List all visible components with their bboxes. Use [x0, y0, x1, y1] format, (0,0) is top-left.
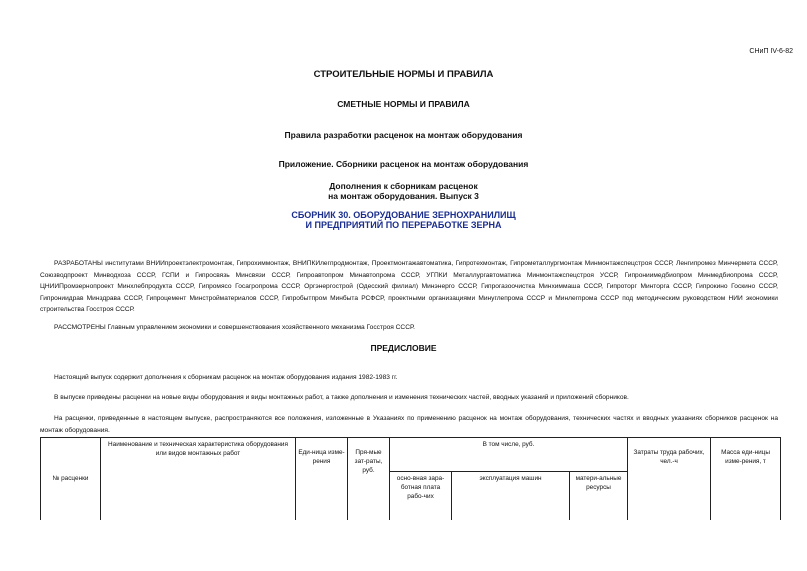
title-estimate-norms: СМЕТНЫЕ НОРМЫ И ПРАВИЛА — [337, 99, 470, 109]
preface-text-1: Настоящий выпуск содержит дополнения к сборникам расценок на монтаж оборудования издания 1982-1983 гг. — [54, 374, 398, 381]
header-direct-costs: Пря-мые зат-раты, руб. — [348, 438, 390, 520]
header-basic-wage: осно-вная зара-ботная плата рабо-чих — [390, 472, 452, 520]
header-including: В том числе, руб. — [390, 438, 628, 472]
title-collection-line1: СБОРНИК 30. ОБОРУДОВАНИЕ ЗЕРНОХРАНИЛИЩ — [291, 210, 516, 220]
title-building-norms: СТРОИТЕЛЬНЫЕ НОРМЫ И ПРАВИЛА — [313, 69, 494, 80]
preface-paragraph-1 — [40, 372, 778, 384]
rates-table-header — [40, 437, 781, 520]
title-collection — [0, 210, 807, 230]
title-rules: Правила разработки расценок на монтаж оборудования — [284, 130, 523, 140]
title-collection-line2: И ПРЕДПРИЯТИЙ ПО ПЕРЕРАБОТКЕ ЗЕРНА — [305, 220, 502, 230]
header-materials: матери-альные ресурсы — [570, 472, 628, 520]
header-mass: Масса еди-ницы изме-рения, т — [711, 438, 781, 520]
title-additions — [0, 181, 807, 201]
developed-paragraph — [40, 258, 778, 316]
document-code: СНиП IV-6-82 — [749, 48, 793, 55]
title-additions-line2: на монтаж оборудования. Выпуск 3 — [328, 191, 479, 201]
header-unit: Еди-ница изме-рения — [296, 438, 348, 520]
preface-text-3: На расценки, приведенные в настоящем выпуске, распространяются все положения, изложенные в Указаниях по применению расценок на монтаж оборудования, технических частях и вводных указаниях сборников расценок на монтаж оборудования. — [40, 415, 778, 434]
reviewed-text: РАССМОТРЕНЫ Главным управлением экономики и совершенствования хозяйственного механизма Госстроя СССР. — [54, 324, 415, 331]
header-rate-number: № расценки — [41, 438, 101, 520]
header-name: Наименование и техническая характеристика оборудования или видов монтажных работ — [101, 438, 296, 520]
title-additions-line1: Дополнения к сборникам расценок — [329, 181, 478, 191]
preface-paragraph-2 — [40, 392, 778, 404]
preface-paragraph-3 — [40, 413, 778, 436]
title-appendix: Приложение. Сборники расценок на монтаж оборудования — [278, 159, 529, 169]
reviewed-paragraph — [40, 322, 778, 334]
header-machines: эксплуатация машин — [452, 472, 570, 520]
header-labor: Затраты труда рабочих, чел.-ч — [628, 438, 711, 520]
preface-text-2: В выпуске приведены расценки на новые виды оборудования и виды монтажных работ, а также дополнения и изменения технических частей, вводных указаний и приложений сборников. — [54, 394, 629, 401]
developed-text: РАЗРАБОТАНЫ институтами ВНИИпроектэлектромонтаж, Гипрохиммонтаж, ВНИПКИлегпродмонтаж, Проектмонтажавтоматика, Гипротехмонтаж, Гипрометаллургмонтаж Минмонтажспецстроя СССР, Ленгипромез Минчермета СССР, Союзводпроект Минводхоза СССР, ГСПИ и Гипросвязь Минсвязи СССР, Гипроавтопром Минавтопрома СССР, УГПКИ Металлургавтоматика Минмонтажспецстроя УССР, Гипрониимедбиопром Минмедбиопрома СССР, ЦНИИПромзернопроект Минхлебпродукта СССР, Гипромясо Госагропрома СССР, Оргэнергострой (Одесский филиал) Минэнерго СССР, Гипрогазоочистка Минхиммаша СССР, Гипроторг Минторга СССР, Гипрокино Госкино СССР, Гипрониидрав Минздрава СССР, Гипроцемент Минстройматериалов СССР, Гипробытпром Минбыта РСФСР, проектными организациями Минуглепрома СССР и Минлегпрома СССР под методическим руководством НИИ экономики строительства Госстроя СССР. — [40, 260, 778, 313]
preface-heading: ПРЕДИСЛОВИЕ — [370, 343, 437, 353]
